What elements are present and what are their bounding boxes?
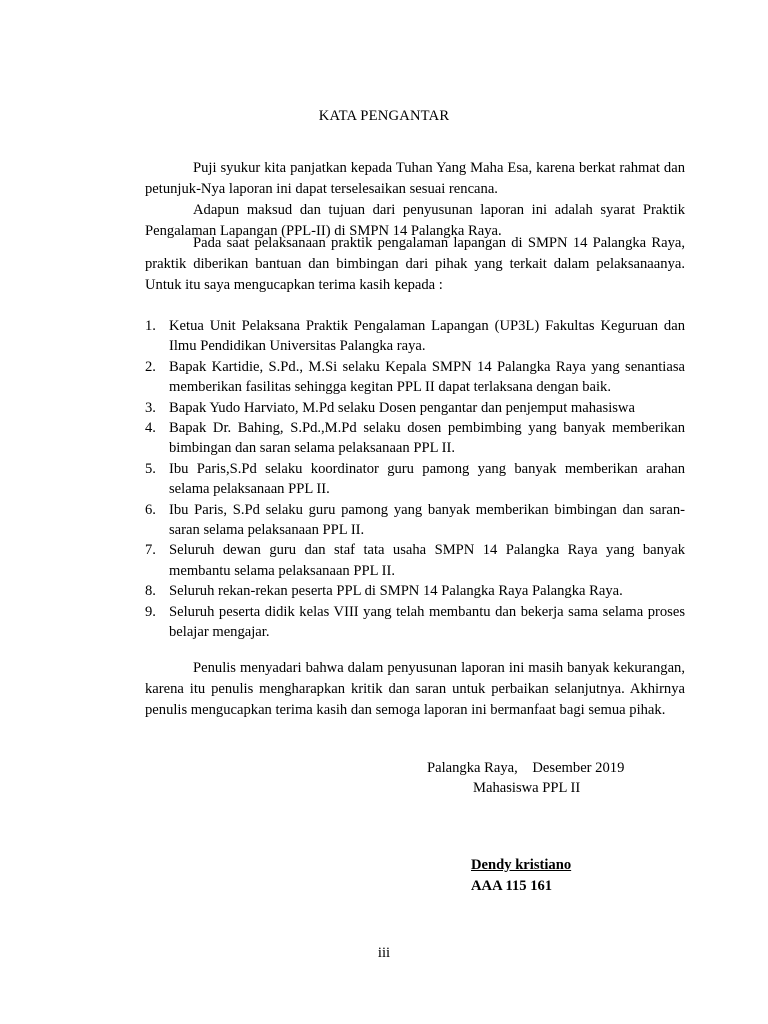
list-text: Ibu Paris, S.Pd selaku guru pamong yang banyak memberikan bimbingan dan saran-saran selama pelaksanaan PPL II. [169, 501, 685, 539]
page-title: KATA PENGANTAR [318, 108, 450, 124]
list-number: 6. [145, 501, 156, 518]
list-number: 1. [145, 318, 156, 334]
list-item [145, 500, 685, 541]
intro-paragraph-3: Pada saat pelaksanaan praktik pengalaman lapangan di SMPN 14 Palangka Raya, praktik diberikan bantuan dan bimbingan dari pihak yang terkait dalam pelaksanaanya. Untuk itu saya mengucapkan terima kasih kepada : [145, 235, 685, 293]
list-number: 5. [145, 460, 156, 477]
intro-paragraph-1: Puji syukur kita panjatkan kepada Tuhan Yang Maha Esa, karena berkat rahmat dan petunjuk-Nya laporan ini dapat terselesaikan sesuai rencana. [145, 160, 685, 197]
closing-paragraph: Penulis menyadari bahwa dalam penyusunan laporan ini masih banyak kekurangan, karena itu penulis mengharapkan kritik dan saran untuk perbaikan selanjutnya. Akhirnya penulis mengucapkan terima kasih dan semoga laporan ini bermanfaat bagi semua pihak. [145, 660, 685, 718]
page-number: iii [377, 945, 391, 961]
list-text: Seluruh rekan-rekan peserta PPL di SMPN 14 Palangka Raya Palangka Raya. [169, 583, 623, 600]
signature-role: Mahasiswa PPL II [473, 780, 581, 796]
list-text: Ibu Paris,S.Pd selaku koordinator guru pamong yang banyak memberikan arahan selama pelaksanaan PPL II. [169, 460, 685, 498]
signature-id: AAA 115 161 [471, 878, 553, 894]
list-text: Bapak Dr. Bahing, S.Pd.,M.Pd selaku dosen pembimbing yang banyak memberikan bimbingan dan saran selama pelaksanaan PPL II. [169, 420, 685, 457]
list-text: Bapak Yudo Harviato, M.Pd selaku Dosen pengantar dan penjemput mahasiswa [169, 399, 635, 416]
list-text: Ketua Unit Pelaksana Praktik Pengalaman Lapangan (UP3L) Fakultas Keguruan dan Ilmu Pendidikan Universitas Palangka raya. [169, 318, 685, 355]
list-text: Seluruh peserta didik kelas VIII yang telah membantu dan bekerja sama selama proses belajar mengajar. [169, 603, 685, 641]
list-number: 8. [145, 583, 156, 600]
list-item [145, 398, 685, 418]
list-item [145, 459, 685, 500]
list-number: 4. [145, 420, 156, 437]
list-number: 3. [145, 399, 156, 416]
list-text: Seluruh dewan guru dan staf tata usaha SMPN 14 Palangka Raya yang banyak membantu selama pelaksanaan PPL II. [169, 542, 685, 579]
signature-name: Dendy kristiano [471, 857, 572, 873]
list-number: 2. [145, 358, 156, 375]
list-item [145, 581, 685, 601]
signature-place-date: Palangka Raya, Desember 2019 [427, 760, 625, 776]
list-item [145, 602, 685, 643]
list-item [145, 540, 685, 581]
thanks-list [145, 316, 685, 643]
list-number: 9. [145, 603, 156, 620]
list-item [145, 418, 685, 459]
list-item [145, 357, 685, 398]
list-item [145, 316, 685, 357]
intro-paragraph-2: Adapun maksud dan tujuan dari penyusunan laporan ini adalah syarat Praktik Pengalaman Lapangan (PPL-II) di SMPN 14 Palangka Raya. [145, 202, 685, 239]
list-number: 7. [145, 542, 156, 559]
list-text: Bapak Kartidie, S.Pd., M.Si selaku Kepala SMPN 14 Palangka Raya yang senantiasa memberikan fasilitas sehingga kegitan PPL II dapat terlaksana dengan baik. [169, 358, 685, 396]
